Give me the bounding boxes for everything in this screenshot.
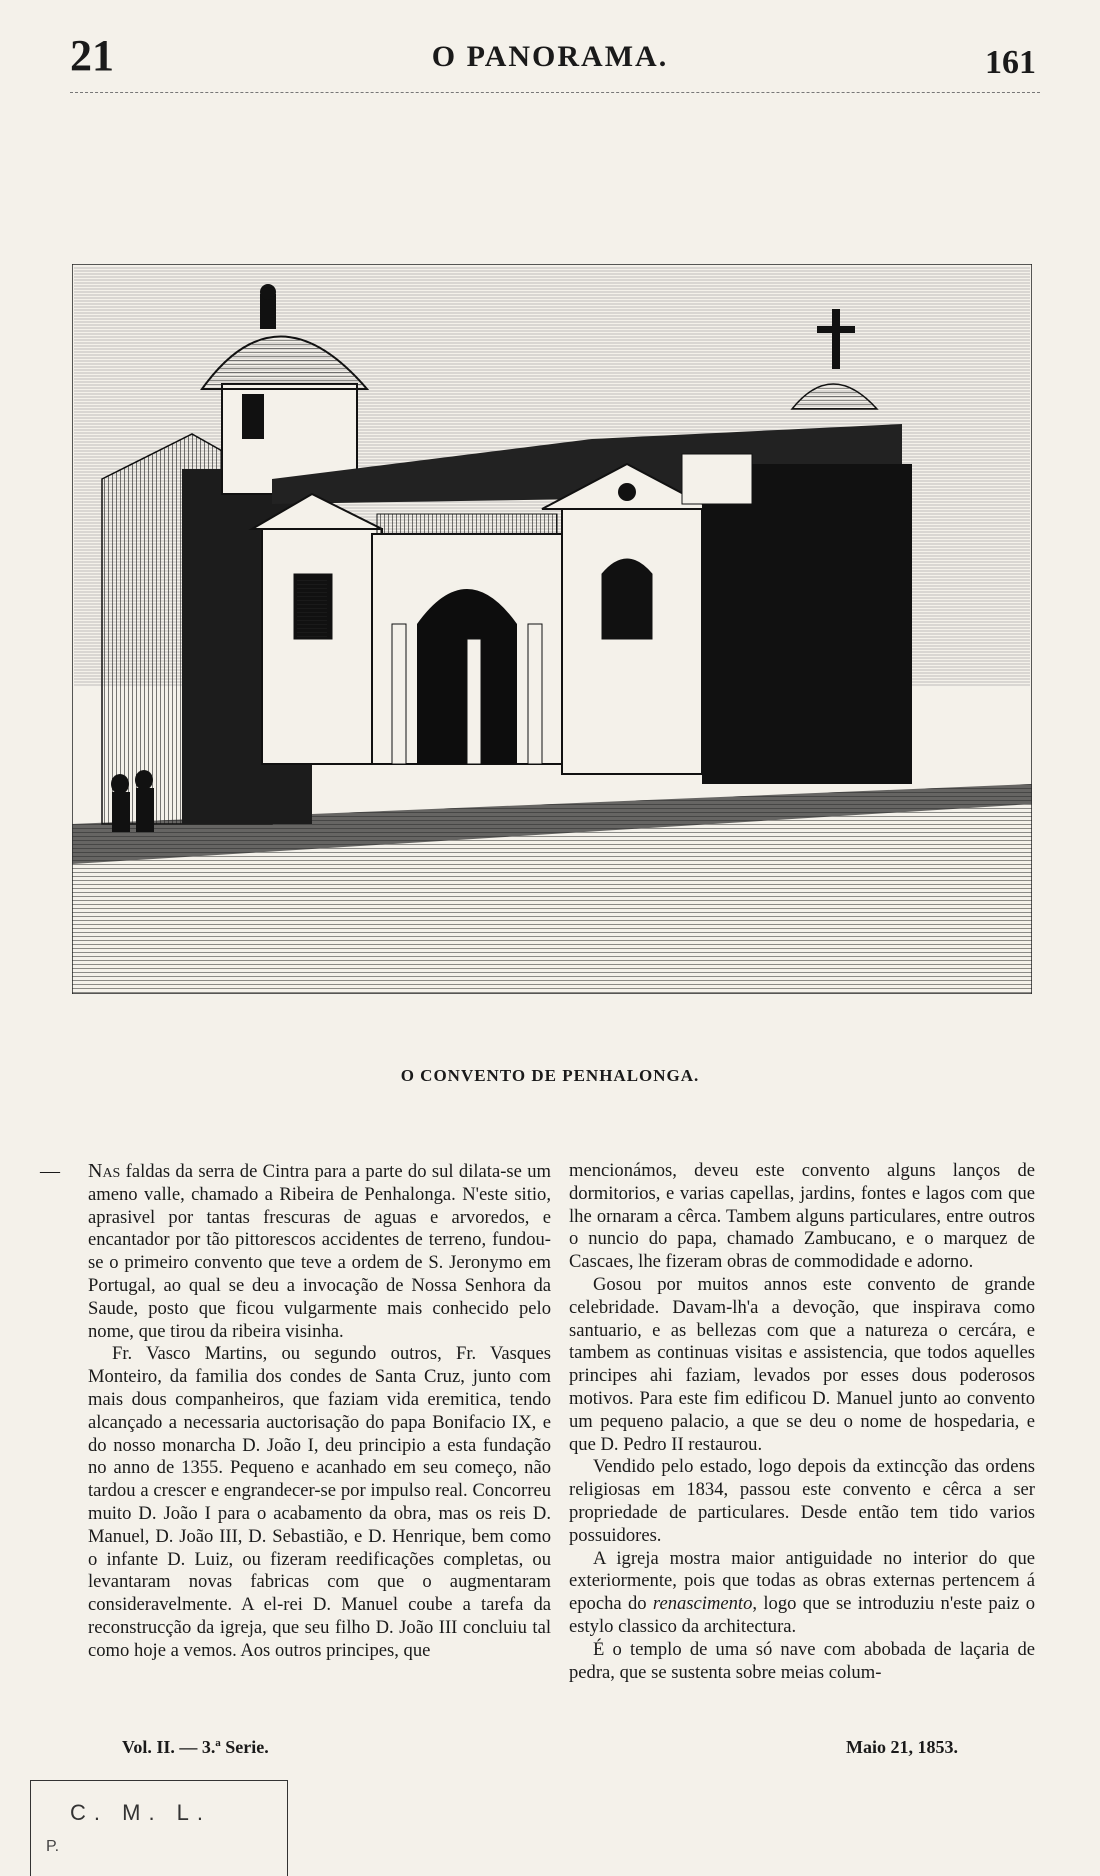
right-column <box>569 1160 1035 1684</box>
emphasis: renascimento <box>652 1593 753 1615</box>
issue-number: 21 <box>70 31 114 80</box>
paragraph <box>569 1548 1035 1639</box>
cross <box>832 309 840 369</box>
paragraph: mencionámos, deveu este convento alguns lanços de dormitorios, e varias capellas, jardins, fontes e lagos com que lhe ornaram a cêrca. Tambem alguns particulares, entre outros o nuncio do papa, chamado Zambucano, e o marquez de Cascaes, lhe fizeram obras de commodidade e adorno. <box>569 1160 1035 1273</box>
paragraph: Gosou por muitos annos este convento de grande celebridade. Davam-lh'a a devoção, que inspirava como santuario, e as bellezas com que a natureza o cercára, e tambem as continuas visitas e assistencia, que todos aquelles principes ahi faziam, levados por esses dous poderosos motivos. Para este fim edificou D. Manuel junto ao convento um pequeno palacio, a que se deu o nome de hospedaria, e que D. Pedro II restaurou. <box>569 1273 1035 1455</box>
right-tower <box>702 464 912 784</box>
footer-date: Maio 21, 1853. <box>846 1737 958 1757</box>
paragraph-text: , logo que se introduziu n'este paiz o estylo classico da architectura. <box>569 1593 1035 1637</box>
stamp-text: C. M. L. <box>70 1800 212 1825</box>
page-number: 161 <box>985 44 1036 81</box>
engraving-caption: O CONVENTO DE PENHALONGA. <box>400 1066 700 1085</box>
journal-title: O PANORAMA. <box>431 40 669 73</box>
convent-engraving <box>72 264 1032 994</box>
paragraph-text: faldas da serra de Cintra para a parte do sul dilata-se um ameno valle, chamado a Ribeira de Penhalonga. N'este sitio, aprasivel por tantas frescuras de aguas e arvoredos, e encantador por tão pittorescos accidentes de terreno, fundou-se o primeiro convento que teve a ordem de S. Jeronymo em Portugal, ao qual se deu a invocação de Nossa Senhora da Saude, posto que ficou vulgarmente mais conhecido pelo nome, que tirou da ribeira visinha. <box>88 1161 551 1342</box>
drop-word: Nas <box>88 1160 121 1182</box>
paragraph <box>88 1160 551 1343</box>
paragraph-text: A igreja mostra maior antiguidade no interior do que exteriormente, pois que todas as obras externas pertencem á epocha do <box>569 1547 1035 1615</box>
stamp-text: P. <box>46 1838 60 1855</box>
footer-volume: Vol. II. — 3.ª Serie. <box>122 1737 269 1757</box>
paragraph: Vendido pelo estado, logo depois da extincção das ordens religiosas em 1834, passou este convento e cêrca a ser propriedade de particulares. Desde então tem tido varios possuidores. <box>569 1456 1035 1546</box>
paragraph: Fr. Vasco Martins, ou segundo outros, Fr. Vasques Monteiro, da familia dos condes de Santa Cruz, junto com mais dous companheiros, que faziam vida eremitica, tendo alcançado a necessaria auctorisação do papa Bonifacio IX, e do nosso monarcha D. João I, deu principio a esta fundação no anno de 1355. Pequeno e acanhado em seu começo, não tardou a crescer e engrandecer-se por impulso real. Concorreu muito D. João I para o acabamento da obra, mas os reis D. Manuel, D. João III, D. Sebastião, e D. Henrique, bem como o infante D. Luiz, ou fizeram reedificações completas, ou levantaram novas fabricas com que o augmentaram consideravelmente. A el-rei D. Manuel coube a tarefa da reconstrucção da igreja, que seu filho D. João III concluiu tal como hoje a vemos. Aos outros principes, que <box>88 1343 551 1661</box>
margin-dash: — <box>40 1160 60 1182</box>
header-rule <box>70 92 1040 93</box>
right-facade <box>562 509 702 774</box>
left-column <box>88 1160 551 1663</box>
paragraph: É o templo de uma só nave com abobada de laçaria de pedra, que se sustenta sobre meias colum- <box>569 1638 1035 1683</box>
left-facade <box>262 529 382 764</box>
library-stamp <box>30 1780 288 1876</box>
